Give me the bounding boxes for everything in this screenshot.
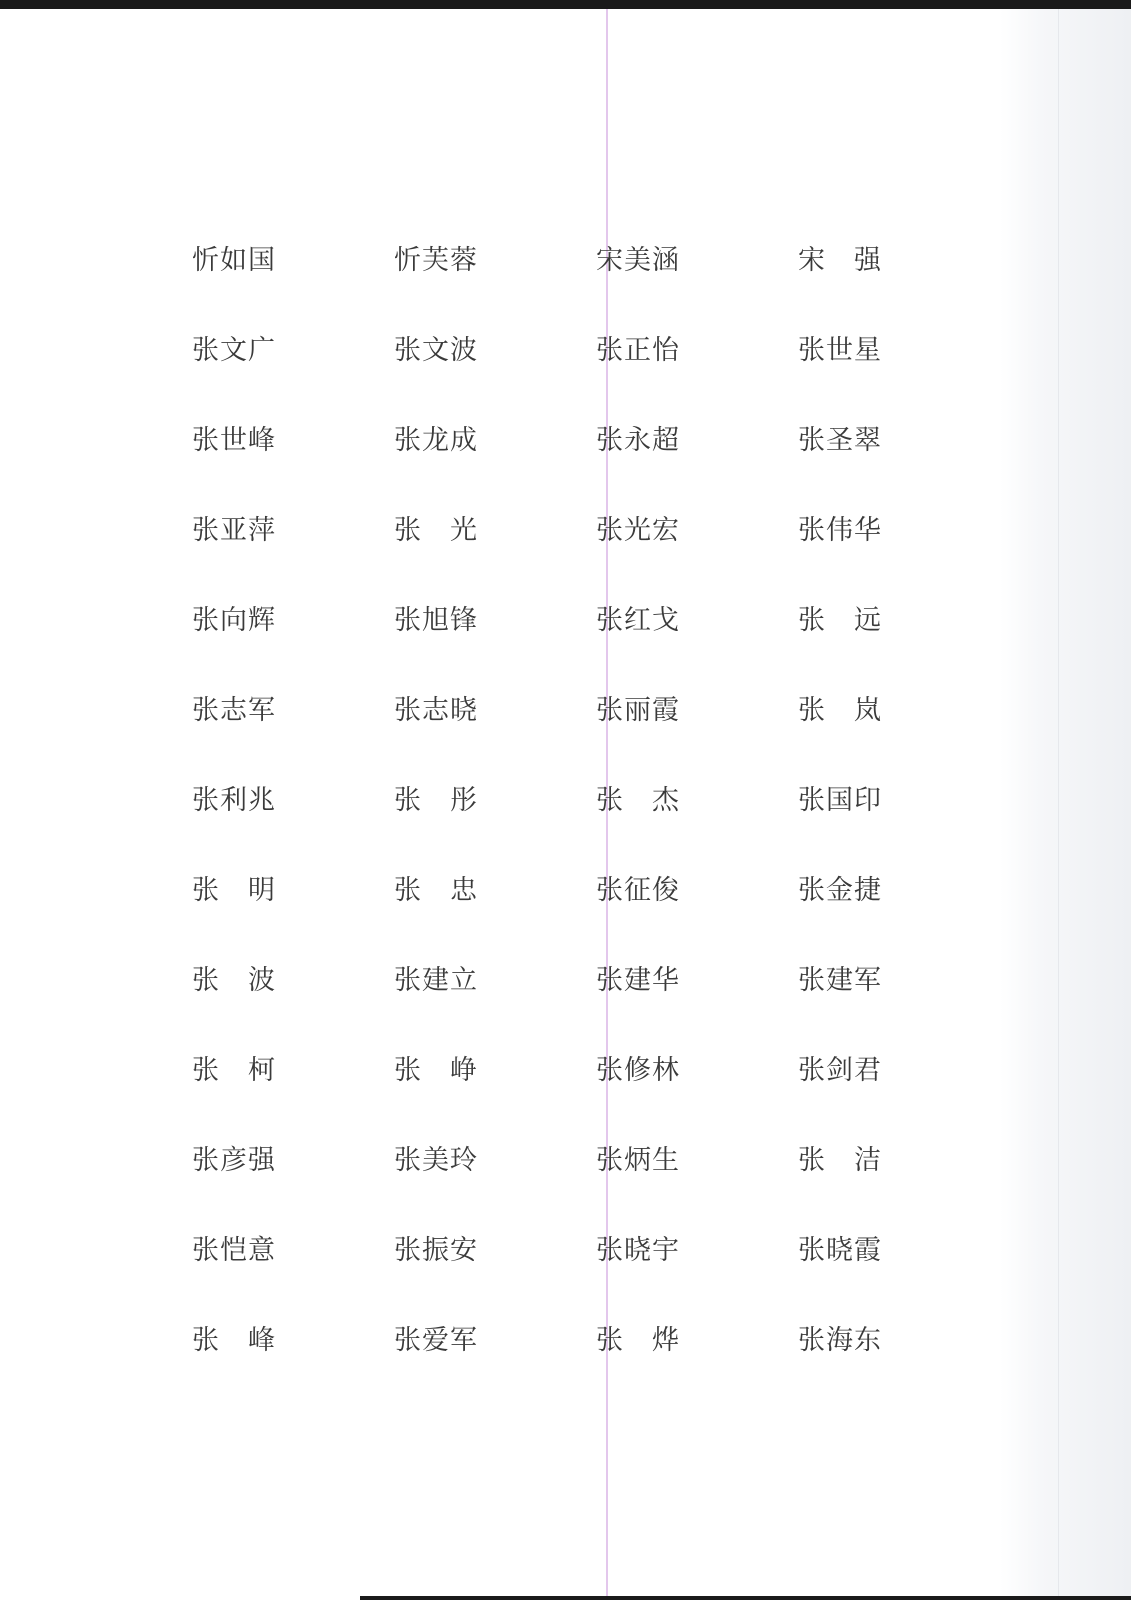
name-entry: 张红戈 [596,605,680,636]
name-entry: 张 忠 [394,875,478,906]
name-entry: 张晓霞 [798,1235,882,1266]
name-entry: 张丽霞 [596,695,680,726]
name-entry: 张伟华 [798,515,882,546]
name-entry: 张海东 [798,1325,882,1356]
name-entry: 张旭锋 [394,605,478,636]
name-entry: 张 杰 [596,785,680,816]
name-entry: 张 峰 [192,1325,276,1356]
name-entry: 张建华 [596,965,680,996]
name-entry: 忻芙蓉 [394,245,478,276]
scan-right-shadow [1000,9,1131,1600]
name-entry: 张亚萍 [192,515,276,546]
name-entry: 张 烨 [596,1325,680,1356]
name-entry: 张光宏 [596,515,680,546]
name-entry: 张 远 [798,605,882,636]
name-entry: 张彦强 [192,1145,276,1176]
name-entry: 张 柯 [192,1055,276,1086]
name-entry: 张 岚 [798,695,882,726]
name-entry: 张晓宇 [596,1235,680,1266]
name-entry: 张美玲 [394,1145,478,1176]
name-entry: 张建立 [394,965,478,996]
name-entry: 张建军 [798,965,882,996]
name-entry: 张爱军 [394,1325,478,1356]
name-entry: 张恺意 [192,1235,276,1266]
name-entry: 忻如国 [192,245,276,276]
name-entry: 张征俊 [596,875,680,906]
name-entry: 张世星 [798,335,882,366]
name-entry: 张 洁 [798,1145,882,1176]
name-entry: 张 彤 [394,785,478,816]
scan-top-edge [0,0,1131,9]
name-entry: 张炳生 [596,1145,680,1176]
name-entry: 张利兆 [192,785,276,816]
name-entry: 张金捷 [798,875,882,906]
name-entry: 张文波 [394,335,478,366]
name-entry: 张剑君 [798,1055,882,1086]
scan-right-edge [1058,9,1059,1600]
name-list [192,237,912,1407]
scan-bottom-edge [360,1596,1131,1600]
name-entry: 张 明 [192,875,276,906]
name-entry: 张 峥 [394,1055,478,1086]
name-entry: 宋 强 [798,245,882,276]
name-entry: 张永超 [596,425,680,456]
name-entry: 张圣翠 [798,425,882,456]
name-entry: 张 光 [394,515,478,546]
name-entry: 张 波 [192,965,276,996]
name-entry: 张志晓 [394,695,478,726]
name-entry: 张修林 [596,1055,680,1086]
name-entry: 宋美涵 [596,245,680,276]
name-entry: 张正怡 [596,335,680,366]
name-entry: 张志军 [192,695,276,726]
name-entry: 张世峰 [192,425,276,456]
name-entry: 张向辉 [192,605,276,636]
name-entry: 张文广 [192,335,276,366]
name-entry: 张振安 [394,1235,478,1266]
name-entry: 张国印 [798,785,882,816]
name-entry: 张龙成 [394,425,478,456]
